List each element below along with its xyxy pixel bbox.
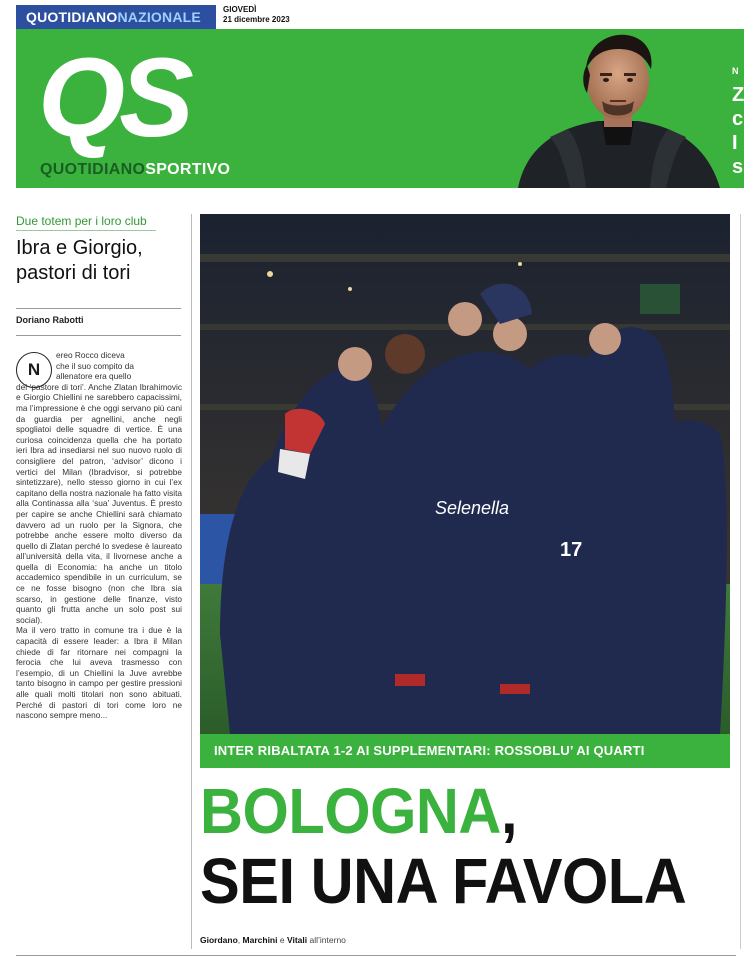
drop-cap: N [16, 352, 52, 388]
photo-caption-bar [200, 734, 730, 768]
sub-brand: QUOTIDIANOSPORTIVO [40, 161, 231, 178]
side-article-body: ereo Rocco diceva che il suo compito da allenatore era quello del ‘pastore di tori’. Anche Zlatan Ibrahimovic e Giorgio Chiellini ne sarebbero capacissimi, ma l’impressione è che oggi servano più cani da guardia per agnellini, anche negli spogliatoi delle squadre di vertice. È una curiosa coincidenza quella che ha portato ieri Ibra ad insediarsi nel suo nuovo ruolo di consigliere del patron, ‘advisor’ dicono i vertici del Milan (Ibradvisor, si potrebbe sintetizzare), nello stesso giorno in cui l’ex capitano della nostra nazionale ha fatto visita alla Continassa alla ‘sua’ Juventus. È presto per capire se anche Chiellini sarà chiamato davvero ad un ruolo per la Signora, che potrebbe anche essere molto diverso da quello di Zlatan perché lo svedese è laureato all’università della vita, il livornese anche a quella di Economia: ha anche un titolo accademico spendibile in un curriculum, se ce ne fosse bisogno (non che Ibra sia scarso, in gestione delle finanze, visto quanto gli frutta anche un solo post sui social). Ma il vero tratto in comune tra i due è la capacità di essere leader: a Ibra il Milan chiede di far ritornare nei compagni la ferocia che lui aveva trasmesso con l’esempio, di un Chiellini la Juve avrebbe tanto bisogno in campo per gestire pressioni alle quali molti titolari non sono abituati. Perché di pastori di tori come loro ne nascono sempre meno... [16, 350, 182, 721]
side-article-title: Ibra e Giorgio, pastori di tori [16, 237, 143, 284]
photo-caption: INTER RIBALTATA 1-2 AI SUPPLEMENTARI: ROSSOBLU’ AI QUARTI [214, 743, 645, 758]
main-headline-line2: SEI UNA FAVOLA [200, 845, 687, 917]
qs-logo [38, 35, 248, 160]
promo-teaser-letters: N Z c I s c [732, 66, 744, 196]
issue-date [223, 5, 290, 25]
svg-text:17: 17 [560, 539, 583, 561]
story-credits: Giordano, Marchini e Vitali all’interno [200, 935, 346, 945]
issue-date-text: 21 dicembre 2023 [223, 15, 290, 24]
brand-name: QUOTIDIANONAZIONALE [26, 9, 201, 25]
promo-portrait-photo [498, 29, 738, 188]
bottom-rule [16, 955, 736, 956]
kicker-underline [16, 230, 156, 231]
svg-text:QS: QS [38, 35, 188, 160]
svg-text:Selenella: Selenella [435, 498, 510, 518]
divider [16, 335, 181, 336]
right-edge-rule [740, 214, 741, 949]
issue-day: GIOVEDÌ [223, 5, 257, 14]
main-headline-line1: BOLOGNA, [200, 775, 518, 847]
column-divider [191, 214, 192, 949]
newspaper-brand-tag [16, 5, 216, 29]
masthead [16, 29, 744, 196]
side-article-author: Doriano Rabotti [16, 315, 84, 325]
body-paragraph-2: Ma il vero tratto in comune tra i due è la capacità di essere leader: a Ibra il Milan chiede di far ritornare nei compagni la ferocia che lui aveva trasmesso con l’esempio, di un Chiellini la Juve avrebbe tanto bisogno in campo per gestire pressioni alle quali molti titolari non sono abituati. Perché di pastori di tori come loro ne nascono sempre meno... [16, 625, 182, 721]
main-story-photo [200, 214, 730, 734]
side-article-kicker: Due totem per i loro club [16, 214, 147, 228]
body-paragraph-1: del ‘pastore di tori’. Anche Zlatan Ibrahimovic e Giorgio Chiellini ne sarebbero capacissimi, ma l’impressione è che oggi servano più cani da guardia per agnellini, anche negli spogliatoi delle squadre di vertice. È una curiosa coincidenza quella che ha portato ieri Ibra ad insediarsi nel suo nuovo ruolo di consigliere del patron, ‘advisor’ dicono i vertici del Milan (Ibradvisor, si potrebbe sintetizzare), nello stesso giorno in cui l’ex capitano della nostra nazionale ha fatto visita alla Continassa alla ‘sua’ Juventus. È presto per capire se anche Chiellini sarà chiamato davvero ad un ruolo per la Signora, che potrebbe anche essere molto diverso da quello di Zlatan perché lo svedese è laureato all’università della vita, il livornese anche a quella di Economia: ha anche un titolo accademico spendibile in un curriculum, se ce ne fosse bisogno (non che Ibra sia scarso, in gestione delle finanze, visto quanto gli frutta anche un solo post sui social). [16, 381, 182, 625]
divider [16, 308, 181, 309]
